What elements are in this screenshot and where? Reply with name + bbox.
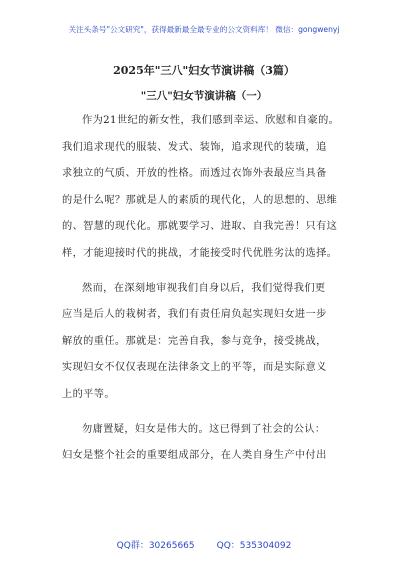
paragraph-gap [62, 409, 350, 417]
text-line: 我们追求现代的服装、发式、装饰，追求现代的装璜，追 [62, 141, 327, 153]
text-line: 实现妇女不仅仅表现在法律条文上的平等，而是实际意义 [62, 362, 327, 374]
header-promo-note: 关注头条号"公文研究"，获得最新最全最专业的公文资料库！ 微信：gongwenyj [68, 25, 340, 34]
text-line: 然而，在深刻地审视我们自身以后，我们觉得我们更 [82, 282, 326, 294]
body-text [62, 108, 350, 470]
text-line: 作为21世纪的新女性，我们感到幸运、欣慰和自豪的。 [82, 115, 340, 126]
text-line: 解放的重任。那就是：完善自我，参与竞争，接受挑战， [62, 335, 327, 347]
text-line: 的是什么呢？那就是人的素质的现代化，人的思想的、思维 [62, 194, 338, 206]
text-line: 应当是后人的栽树者，我们有责任肩负起实现妇女进一步 [62, 309, 327, 321]
document-title: 2025年"三八"妇女节演讲稿（3篇） [113, 64, 295, 77]
text-line: 勿庸置疑，妇女是伟大的。这已得到了社会的公认： [82, 423, 326, 435]
text-line: 的、智慧的现代化。那就要学习、进取、自我完善！只有这 [62, 221, 338, 233]
text-line: 上的平等。 [62, 388, 115, 400]
text-line: 样，才能迎接时代的挑战，才能接受时代优胜劣汰的选择。 [62, 247, 338, 259]
paragraph-gap [62, 268, 350, 276]
text-line: 妇女是整个社会的重要组成部分，在人类自身生产中付出 [62, 450, 327, 462]
section-subtitle: "三八"妇女节演讲稿（一） [140, 90, 268, 102]
footer-qq: QQ：535304092 [216, 541, 292, 551]
footer-qq-group: QQ群：30265665 [116, 541, 195, 551]
footer-contact [0, 538, 408, 551]
text-line: 求独立的气质、开放的性格。而透过衣饰外表最应当具备 [62, 168, 327, 180]
